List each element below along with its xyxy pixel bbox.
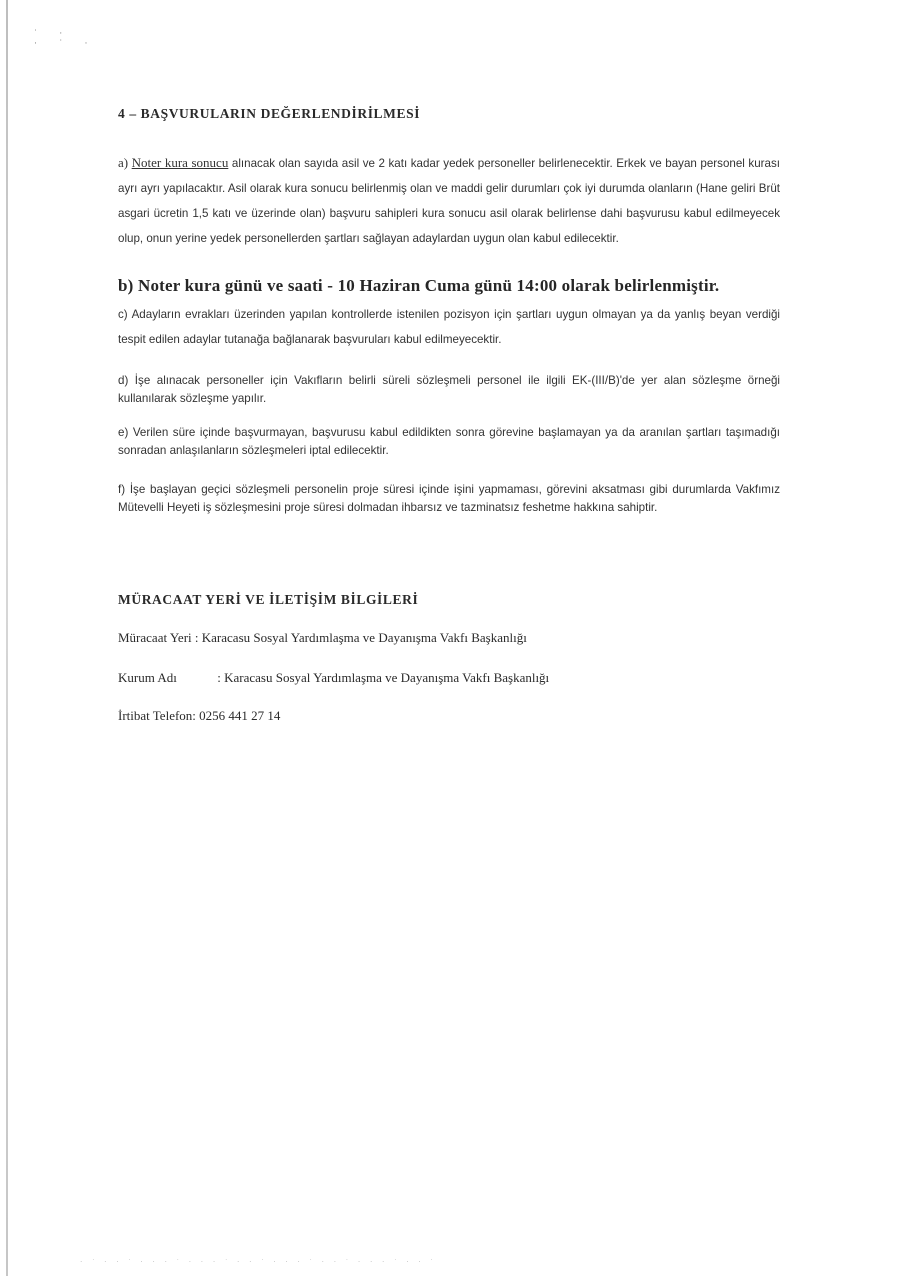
contact-place-value: Karacasu Sosyal Yardımlaşma ve Dayanışma Vakfı Başkanlığı [201, 630, 527, 645]
paragraph-d: d) İşe alınacak personeller için Vakıfların belirli süreli sözleşmeli personel ile ilgili EK-(III/B)'de yer alan sözleşme örneği kullanılarak sözleşme yapılır. [118, 374, 780, 405]
contact-org-value: : Karacasu Sosyal Yardımlaşma ve Dayanışma Vakfı Başkanlığı [217, 670, 550, 685]
noter-kura-sonucu-text: Noter kura sonucu [131, 155, 229, 170]
paragraph-a [118, 150, 780, 251]
kura-date-statement: b) Noter kura günü ve saati - 10 Haziran Cuma günü 14:00 olarak belirlenmiştir. [118, 276, 720, 295]
paragraph-c: c) Adayların evrakları üzerinden yapılan kontrollerde istenilen pozisyon için şartları uygun olmayan ya da yanlış beyan verdiği tespit edilen adaylar tutanağa bağlanarak başvuruları kabul edilmeyecektir. [118, 308, 780, 346]
contact-place-label: Müracaat Yeri : [118, 630, 199, 645]
paragraph-e: e) Verilen süre içinde başvurmayan, başvurusu kabul edildikten sonra görevine başlamayan ya da aranılan şartları taşımadığı sonradan anlaşılanların sözleşmeleri iptal edilecektir. [118, 426, 780, 457]
contact-phone-label: İrtibat Telefon: [118, 708, 196, 723]
contact-heading: MÜRACAAT YERİ VE İLETİŞİM BİLGİLERİ [118, 592, 419, 607]
scan-specks: ˙ · · ˙ · [34, 28, 98, 48]
scan-footer-noise: · ˙ · · ˙ · · · ˙ · · · ˙ · · ˙ · · · ˙ · · ˙ · · · ˙ · · ˙ [80, 1258, 437, 1266]
contact-phone [118, 708, 780, 724]
scan-edge [6, 0, 8, 1276]
contact-phone-value: 0256 441 27 14 [199, 708, 281, 723]
paragraph-a-label: a) [118, 155, 129, 170]
contact-org-label: Kurum Adı [118, 670, 177, 685]
paragraph-a-text: alınacak olan sayıda asil ve 2 katı kadar yedek personeller belirlenecektir. Erkek ve bayan personel kurası ayrı ayrı yapılacaktır. Asil olarak kura sonucu belirlenmiş olan ve maddi gelir durumları çok iyi durumda olanların (Hane geliri Brüt asgari ücretin 1,5 katı ve üzerinde olan) başvuru sahipleri kura sonucu asil olarak belirlense dahi başvurusu kabul edilmeyecek olup, onun yerine yedek personellerden şartları sağlayan adaylardan uygun olan kabul edilecektir. [118, 157, 780, 245]
contact-place [118, 630, 780, 646]
paragraph-f: f) İşe başlayan geçici sözleşmeli personelin proje süresi içinde işini yapmaması, görevini aksatması gibi durumlarda Vakfımız Mütevelli Heyeti iş sözleşmesini proje süresi dolmadan ihbarsız ve tazminatsız feshetme hakkına sahiptir. [118, 483, 780, 514]
contact-org [118, 670, 780, 686]
section-heading: 4 – BAŞVURULARIN DEĞERLENDİRİLMESİ [118, 106, 421, 121]
